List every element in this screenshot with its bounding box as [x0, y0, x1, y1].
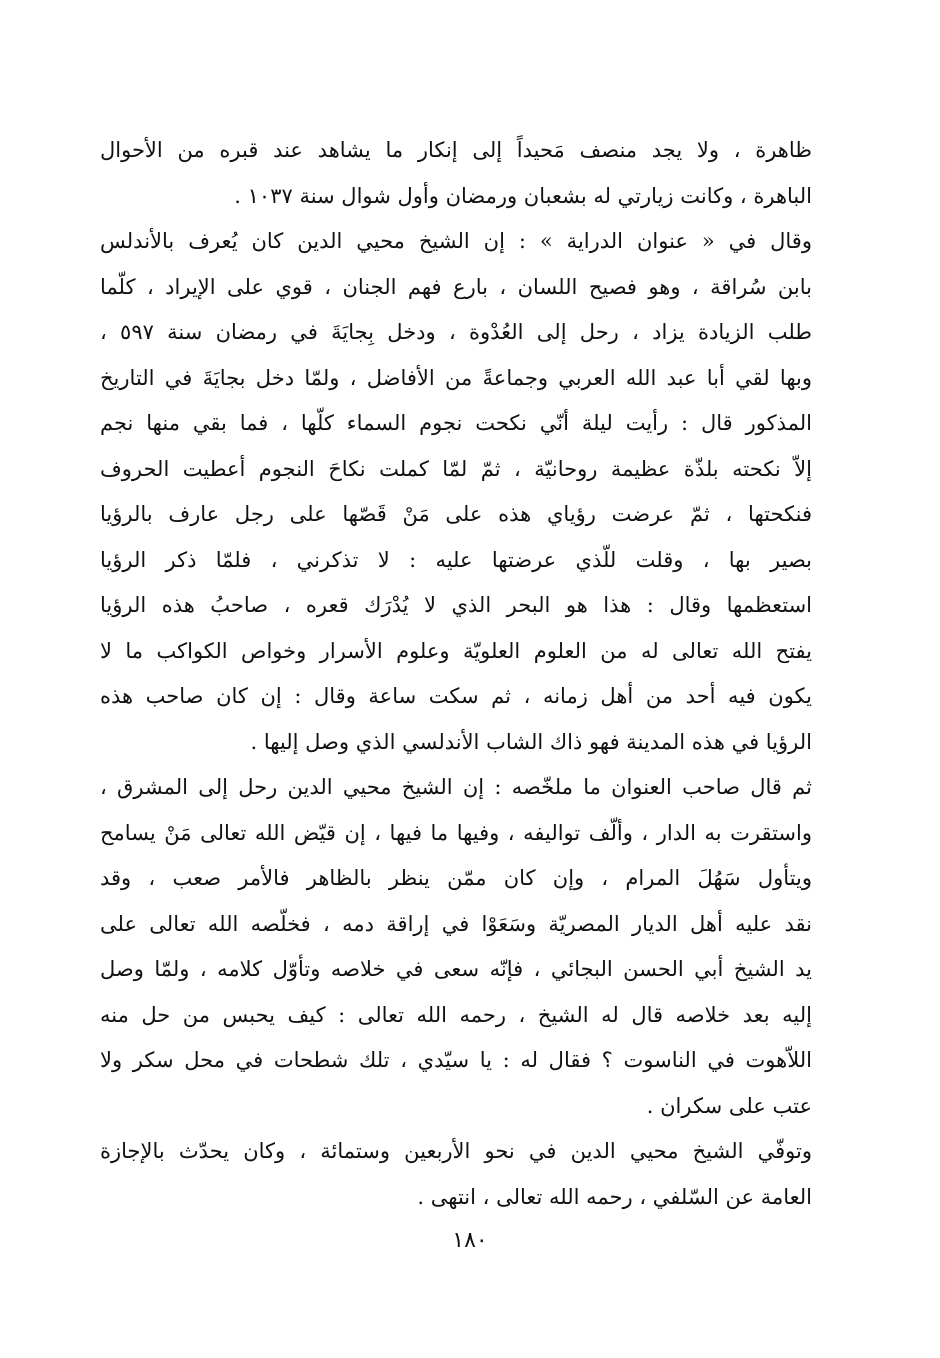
body-text [100, 128, 812, 1220]
page-number: ١٨٠ [452, 1228, 488, 1253]
text-line: نقد عليه أهل الديار المصريّة وسَعَوْا في إراقة دمه ، فخلّصه الله تعالى على [100, 911, 812, 936]
text-line: بابن سُراقة ، وهو فصيح اللسان ، بارع فهم الجنان ، قوي على الإيراد ، كلّما [100, 274, 812, 299]
text-line: واستقرت به الدار ، وألّف تواليفه ، وفيها ما فيها ، إن قيّض الله تعالى مَنْ يسامح [100, 820, 812, 845]
text-line: وقال في « عنوان الدراية » : إن الشيخ محيي الدين كان يُعرف بالأندلس [100, 229, 812, 253]
text-line: الرؤيا في هذه المدينة فهو ذاك الشاب الأندلسي الذي وصل إليها . [250, 729, 812, 754]
text-line: ظاهرة ، ولا يجد منصف مَحيداً إلى إنكار ما يشاهد عند قبره من الأحوال [100, 138, 812, 162]
text-line: العامة عن السّلفي ، رحمه الله تعالى ، انتهى . [417, 1184, 812, 1209]
text-line: الباهرة ، وكانت زيارتي له بشعبان ورمضان وأول شوال سنة ١٠٣٧ . [234, 183, 812, 208]
text-line: إلاّ نكحته بلذّة عظيمة روحانيّة ، ثمّ لمّا كملت نكاحَ النجوم أعطيت الحروف [100, 456, 812, 481]
text-line: اللاّهوت في الناسوت ؟ فقال له : يا سيّدي ، تلك شطحات في محل سكر ولا [100, 1048, 812, 1072]
text-line: ويتأول سَهُلَ المرام ، وإن كان ممّن ينظر بالظاهر فالأمر صعب ، وقد [100, 866, 812, 890]
text-line: يد الشيخ أبي الحسن البجائي ، فإنّه سعى في خلاصه وتأوّل كلامه ، ولمّا وصل [100, 957, 812, 981]
text-line: بصير بها ، وقلت للّذي عرضتها عليه : لا تذكرني ، فلمّا ذكر الرؤيا [100, 547, 812, 572]
text-line: فنكحتها ، ثمّ عرضت رؤياي هذه على مَنْ قَصّها على رجل عارف بالرؤيا [100, 502, 812, 526]
text-line: إليه بعد خلاصه قال له الشيخ ، رحمه الله تعالى : كيف يحبس من حل منه [100, 1002, 812, 1027]
text-line: يفتح الله تعالى له من العلوم العلويّة وعلوم الأسرار وخواص الكواكب ما لا [100, 638, 812, 663]
text-line: استعظمها وقال : هذا هو البحر الذي لا يُدْرَك قعره ، صاحبُ هذه الرؤيا [100, 593, 812, 617]
text-line: يكون فيه أحد من أهل زمانه ، ثم سكت ساعة وقال : إن كان صاحب هذه [100, 684, 812, 708]
text-line: طلب الزيادة يزاد ، رحل إلى العُدْوة ، ودخل بِجايَةَ في رمضان سنة ٥٩٧ ، [100, 320, 812, 344]
text-line: عتب على سكران . [646, 1093, 812, 1118]
text-line: وتوفّي الشيخ محيي الدين في نحو الأربعين وستمائة ، وكان يحدّث بالإجازة [100, 1139, 812, 1163]
text-line: وبها لقي أبا عبد الله العربي وجماعةً من الأفاضل ، ولمّا دخل بجايَةَ في التاريخ [100, 365, 812, 390]
text-line: ثم قال صاحب العنوان ما ملخّصه : إن الشيخ محيي الدين رحل إلى المشرق ، [100, 775, 812, 799]
text-line: المذكور قال : رأيت ليلة أنّي نكحت نجوم السماء كلّها ، فما بقي منها نجم [100, 411, 812, 435]
